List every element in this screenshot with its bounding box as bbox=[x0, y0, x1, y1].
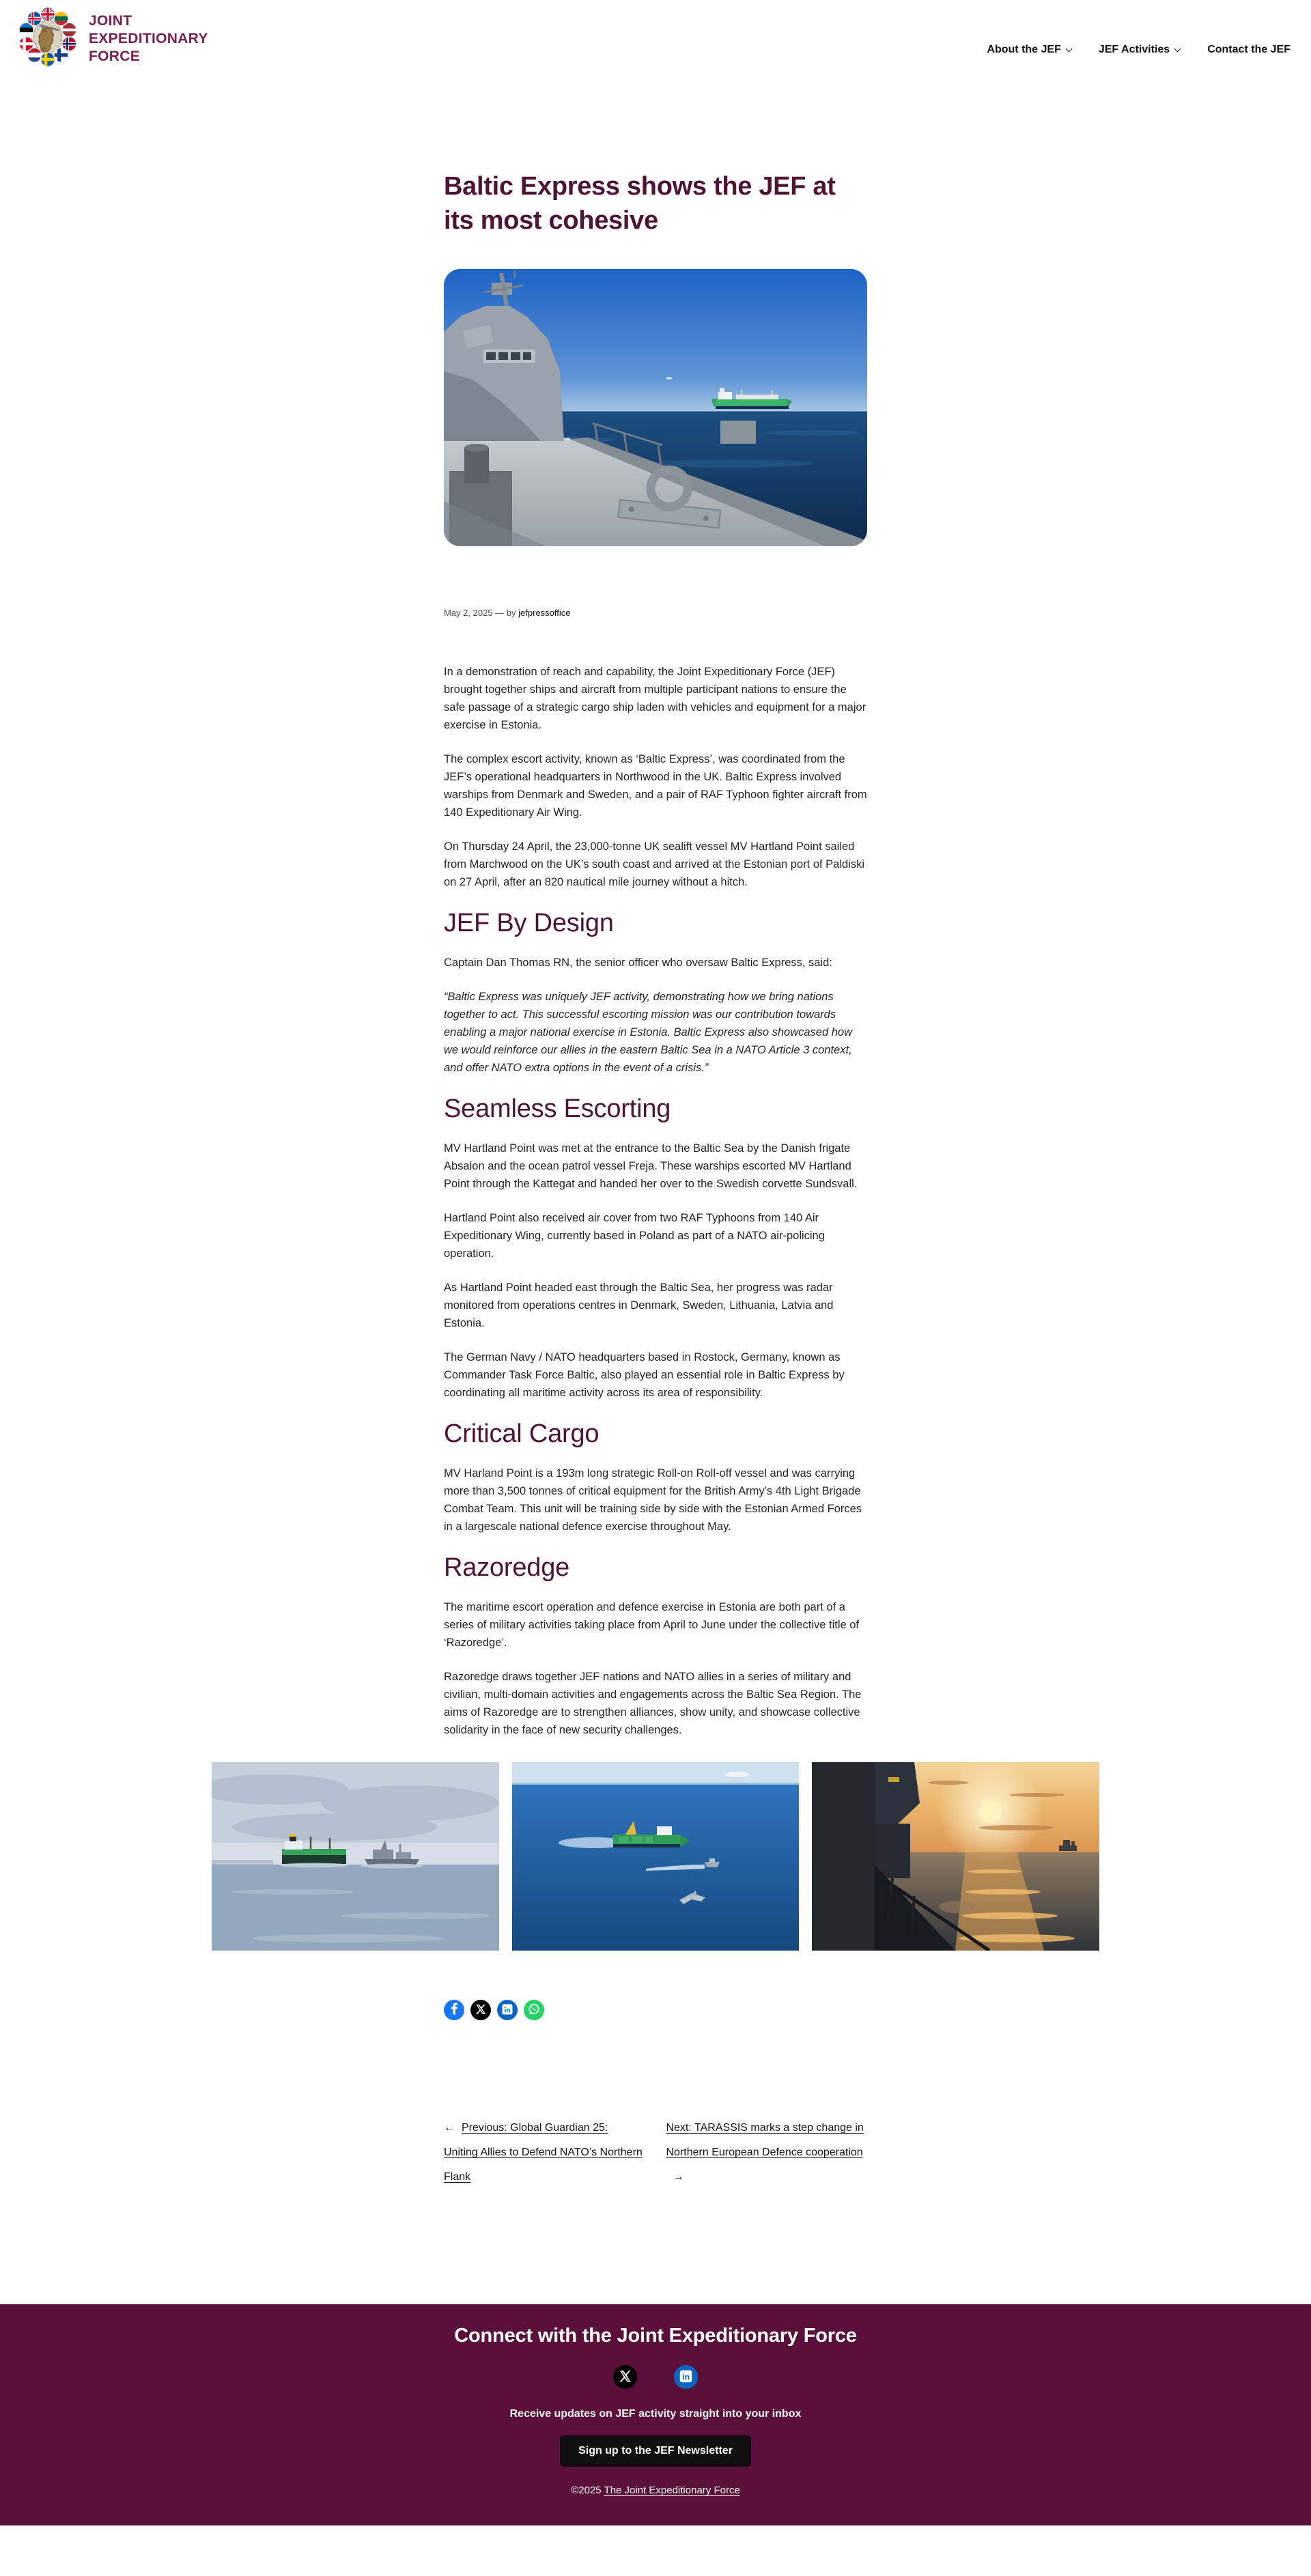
linkedin-icon bbox=[674, 2364, 698, 2390]
gallery-image-aerial-escort-with-typhoon bbox=[512, 1762, 800, 1951]
previous-post bbox=[444, 2116, 645, 2190]
article-paragraph: Razoredge draws together JEF nations and NATO allies in a series of military and civilian, multi-domain activities and engagements across the Baltic Sea Region. The aims of Razoredge are to strengthen alliances, show unity, and showcase collective solidarity in the face of new security challenges. bbox=[444, 1671, 862, 1737]
hero-image-warship-deck-cargo-ship bbox=[444, 269, 867, 546]
nav-contact-the-jef[interactable]: Contact the JEF bbox=[1207, 44, 1291, 55]
article-paragraph: Hartland Point also received air cover from two RAF Typhoons from 140 Air Expeditionary Wing, currently based in Poland as part of a NATO air-policing operation. bbox=[444, 1212, 825, 1260]
linkedin-icon bbox=[497, 1999, 518, 2022]
footer-heading: Connect with the Joint Expeditionary Force bbox=[454, 2325, 857, 2347]
footer-linkedin-button[interactable] bbox=[674, 2365, 698, 2389]
site-header bbox=[0, 0, 1311, 71]
page-title: Baltic Express shows the JEF at its most cohesive bbox=[444, 172, 836, 236]
section-heading-jef-by-design: JEF By Design bbox=[444, 909, 614, 938]
article-body bbox=[444, 663, 867, 1739]
x-twitter-share-button[interactable] bbox=[470, 2000, 491, 2020]
article-paragraph: The complex escort activity, known as ‘Baltic Express’, was coordinated from the JEF’s operational headquarters in Northwood in the UK. Baltic Express involved warships from Denmark and Sweden, and a pair of RAF Typhoon fighter aircraft from 140 Expeditionary Air Wing. bbox=[444, 753, 867, 819]
article-paragraph: As Hartland Point headed east through the Baltic Sea, her progress was radar monitored from operations centres in Denmark, Sweden, Lithuania, Latvia and Estonia. bbox=[444, 1282, 834, 1330]
footer-x-twitter-button[interactable] bbox=[613, 2365, 637, 2389]
site-logo[interactable] bbox=[16, 5, 208, 72]
linkedin-share-button[interactable] bbox=[497, 2000, 518, 2020]
whatsapp-icon bbox=[524, 1999, 544, 2022]
article-paragraph: In a demonstration of reach and capability, the Joint Expeditionary Force (JEF) brought together ships and aircraft from multiple participant nations to ensure the safe passage of a strategic cargo ship laden with vehicles and equipment for a major exercise in Estonia. bbox=[444, 666, 866, 732]
section-heading-razoredge: Razoredge bbox=[444, 1553, 570, 1583]
svg-text:in: in bbox=[682, 2372, 690, 2382]
logo-wordmark: JOINT EXPEDITIONARY FORCE bbox=[89, 12, 208, 64]
article-paragraph: The German Navy / NATO headquarters based in Rostock, Germany, known as Commander Task Force Baltic, also played an essential role in Baltic Express by coordinating all maritime activity across its area of responsibility. bbox=[444, 1351, 845, 1400]
main-nav bbox=[987, 44, 1291, 56]
newsletter-prompt: Receive updates on JEF activity straight into your inbox bbox=[509, 2408, 802, 2420]
section-heading-critical-cargo: Critical Cargo bbox=[444, 1419, 600, 1449]
next-post-link[interactable]: Next: TARASSIS marks a step change in Northern European Defence cooperation bbox=[666, 2122, 864, 2159]
newsletter-signup-button[interactable]: Sign up to the JEF Newsletter bbox=[560, 2435, 751, 2467]
arrow-left-icon: ← bbox=[444, 2122, 455, 2134]
article-paragraph: Captain Dan Thomas RN, the senior officer who oversaw Baltic Express, said: bbox=[444, 957, 832, 969]
post-navigation bbox=[444, 2116, 867, 2190]
previous-post-link[interactable]: Previous: Global Guardian 25: Uniting Allies to Defend NATO’s Northern Flank bbox=[444, 2122, 643, 2183]
x-twitter-icon bbox=[613, 2364, 637, 2390]
svg-text:in: in bbox=[504, 2006, 511, 2015]
section-heading-seamless-escorting: Seamless Escorting bbox=[444, 1094, 671, 1124]
article-paragraph: The maritime escort operation and defence exercise in Estonia are both part of a series of military activities taking place from April to June under the collective title of ‘Razoredge’. bbox=[444, 1601, 860, 1650]
article-paragraph: MV Harland Point is a 193m long strategic Roll-on Roll-off vessel and was carrying more than 3,500 tonnes of critical equipment for the British Army’s 4th Light Brigade Combat Team. This unit will be training side by side with the Estonian Armed Forces in a largescale national defence exercise throughout May. bbox=[444, 1467, 862, 1533]
site-footer bbox=[0, 2304, 1311, 2525]
pull-quote: “Baltic Express was uniquely JEF activity, demonstrating how we bring nations together to act. This successful escorting mission was our contribution towards enabling a major national exercise in Estonia. Baltic Express also showcased how we would reinforce our allies in the eastern Baltic Sea in a NATO Article 3 context, and offer NATO extra options in the event of a crisis.” bbox=[444, 991, 852, 1075]
jef-flags-lion-roundel-icon bbox=[16, 5, 79, 72]
nav-about-the-jef[interactable]: About the JEF bbox=[987, 44, 1071, 56]
share-buttons bbox=[444, 2000, 867, 2020]
post-date: May 2, 2025 bbox=[444, 608, 493, 619]
facebook-icon bbox=[444, 1999, 464, 2022]
whatsapp-share-button[interactable] bbox=[524, 2000, 544, 2020]
chevron-down-icon bbox=[1174, 45, 1181, 52]
arrow-right-icon: → bbox=[673, 2171, 684, 2183]
facebook-share-button[interactable] bbox=[444, 2000, 464, 2020]
nav-jef-activities[interactable]: JEF Activities bbox=[1099, 44, 1180, 56]
next-post bbox=[666, 2116, 868, 2190]
copyright: ©2025 The Joint Expeditionary Force bbox=[571, 2485, 740, 2497]
gallery-image-sunset-from-warship-deck bbox=[812, 1762, 1099, 1951]
x-twitter-icon bbox=[470, 1999, 491, 2022]
post-meta: May 2, 2025 — by jefpressoffice bbox=[444, 608, 571, 619]
footer-social-links bbox=[0, 2365, 1311, 2389]
post-author[interactable]: jefpressoffice bbox=[518, 608, 571, 619]
article-main bbox=[444, 169, 867, 1739]
gallery-image-cargo-ship-and-frigate bbox=[212, 1762, 499, 1951]
copyright-link[interactable]: The Joint Expeditionary Force bbox=[604, 2485, 740, 2497]
article-paragraph: On Thursday 24 April, the 23,000-tonne UK sealift vessel MV Hartland Point sailed from Marchwood on the UK’s south coast and arrived at the Estonian port of Paldiski on 27 April, after an 820 nautical mile journey without a hitch. bbox=[444, 840, 865, 889]
image-gallery bbox=[212, 1762, 1099, 1951]
article-paragraph: MV Hartland Point was met at the entrance to the Baltic Sea by the Danish frigate Absalon and the ocean patrol vessel Freja. These warships escorted MV Hartland Point through the Kattegat and handed her over to the Swedish corvette Sundsvall. bbox=[444, 1142, 858, 1191]
chevron-down-icon bbox=[1065, 45, 1072, 52]
